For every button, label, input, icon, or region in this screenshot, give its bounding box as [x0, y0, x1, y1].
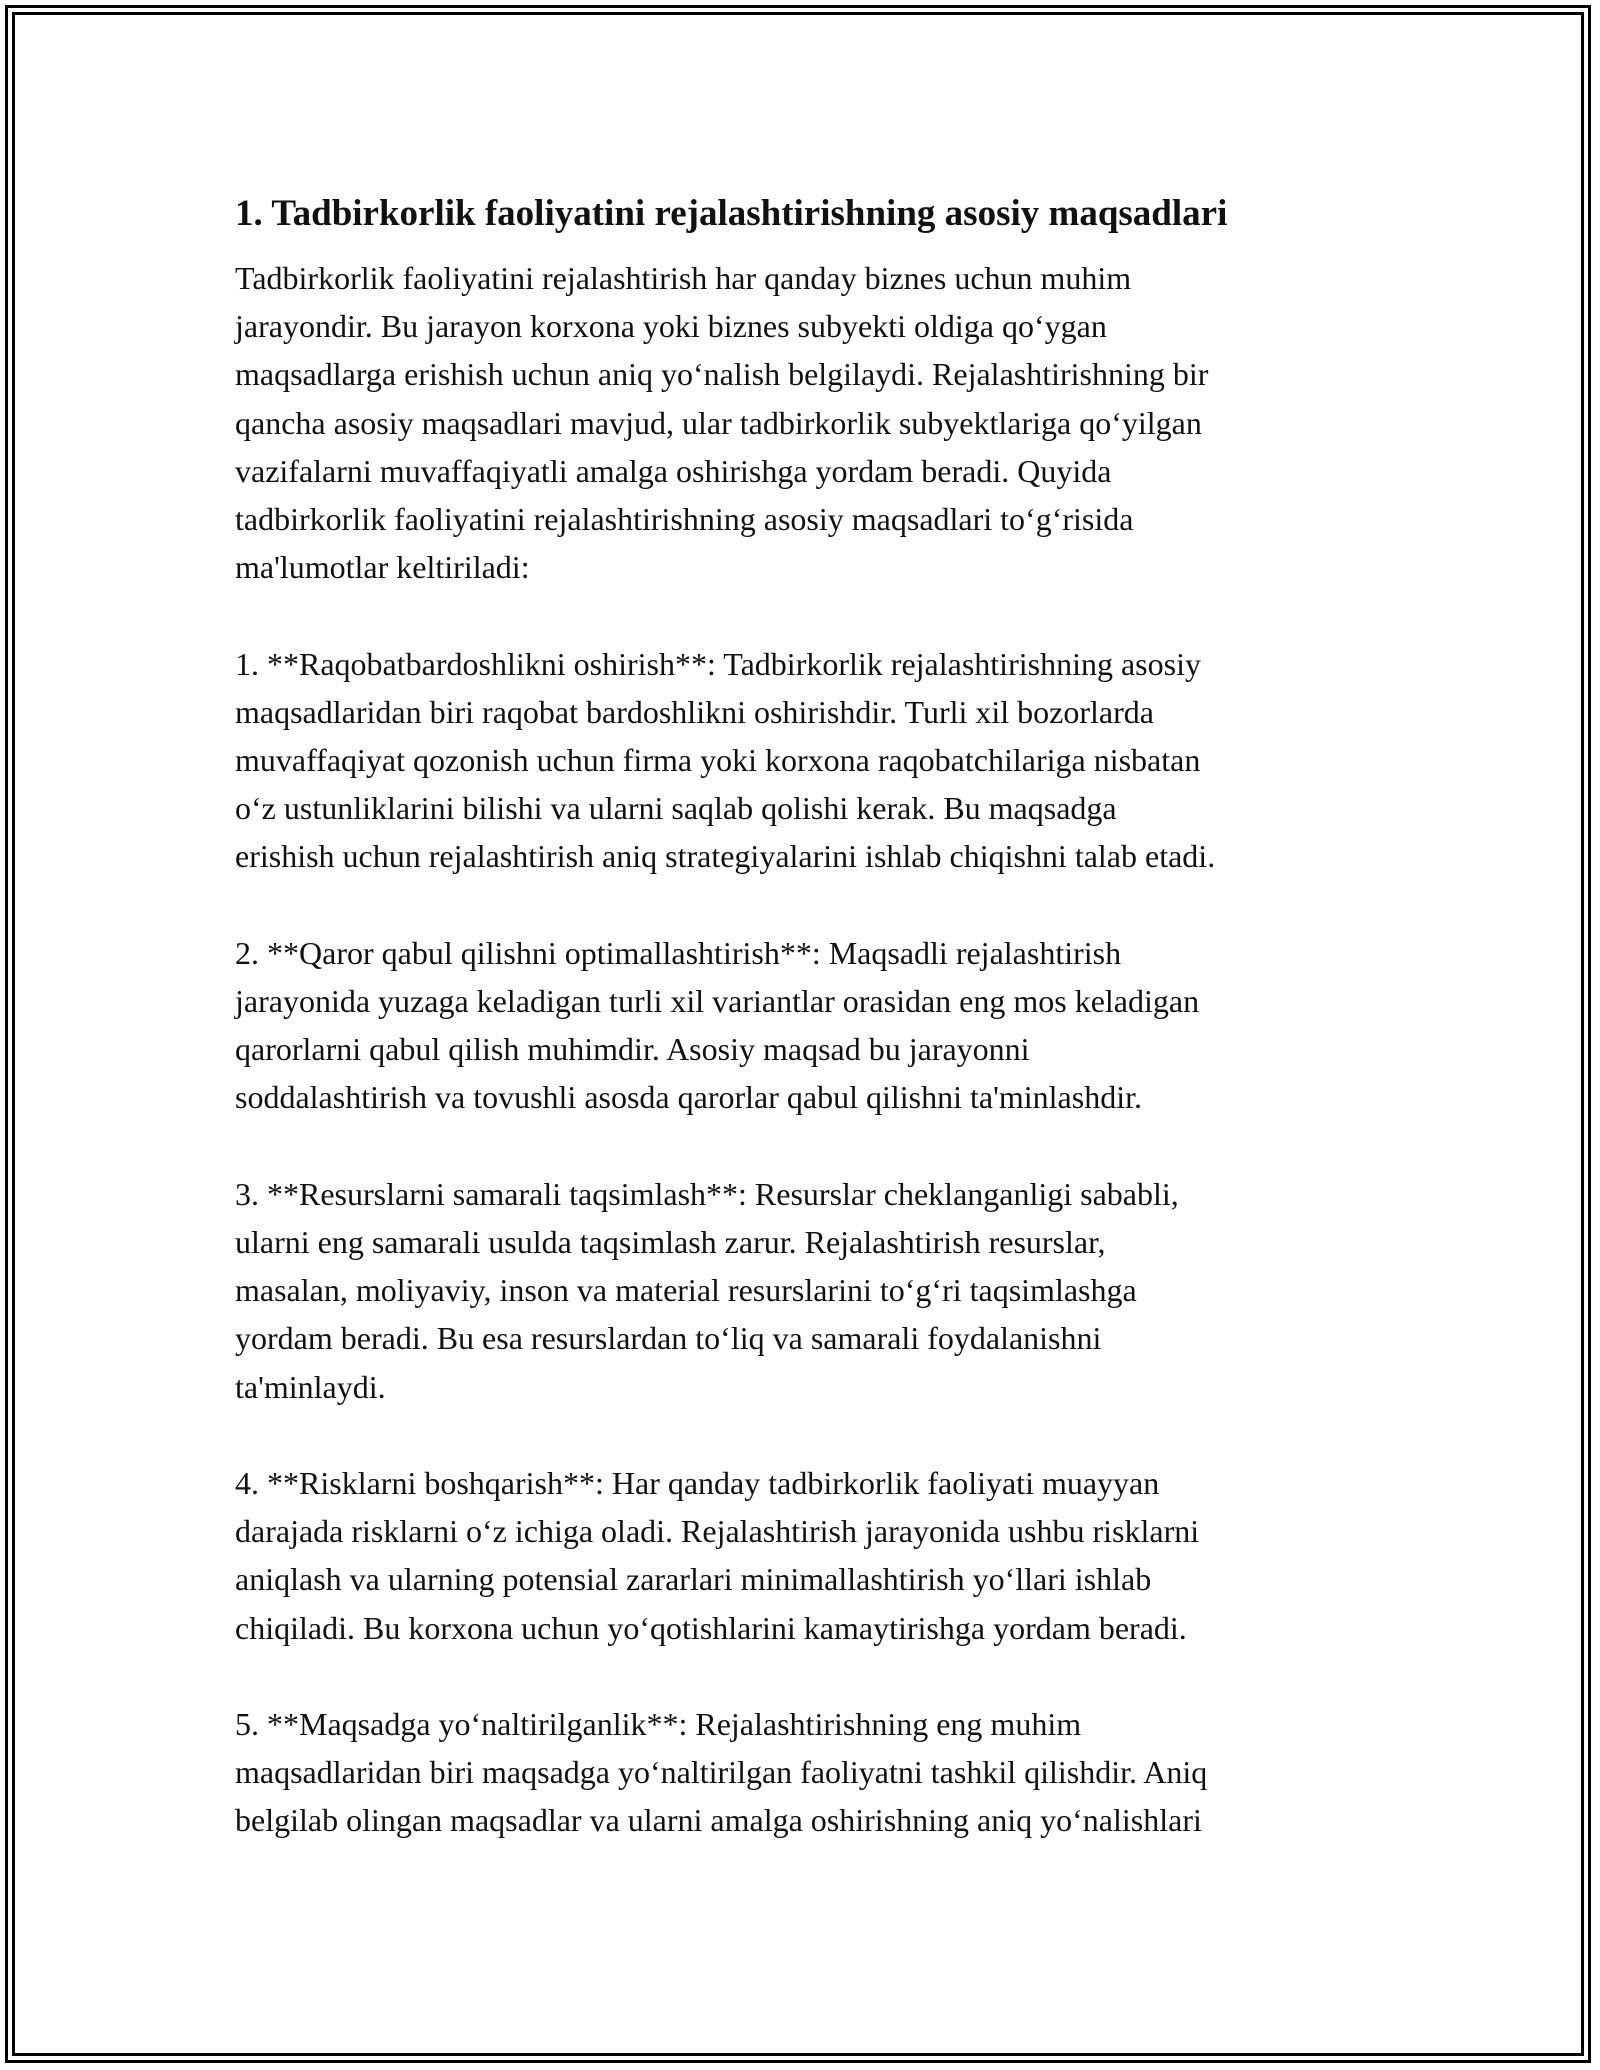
- text-line: qancha asosiy maqsadlari mavjud, ular tadbirkorlik subyektlariga qo‘yilgan: [235, 404, 1202, 441]
- text-line: maqsadlaridan biri maqsadga yo‘naltirilgan faoliyatni tashkil qilishdir. Aniq: [235, 1754, 1208, 1791]
- text-line: yordam beradi. Bu esa resurslardan to‘liq va samarali foydalanishni: [235, 1320, 1102, 1357]
- text-line: erishish uchun rejalashtirish aniq strategiyalarini ishlab chiqishni talab etadi.: [235, 838, 1216, 875]
- list-item-paragraph: [235, 1700, 1375, 1845]
- text-line: maqsadlaridan biri raqobat bardoshlikni oshirishdir. Turli xil bozorlarda: [235, 693, 1154, 730]
- text-line: masalan, moliyaviy, inson va material resurslarini to‘g‘ri taqsimlashga: [235, 1272, 1137, 1309]
- text-line: muvaffaqiyat qozonish uchun firma yoki korxona raqobatchilariga nisbatan: [235, 742, 1201, 779]
- text-line: vazifalarni muvaffaqiyatli amalga oshirishga yordam beradi. Quyida: [235, 452, 1112, 489]
- list-item-paragraph: [235, 640, 1375, 881]
- text-line: 4. **Risklarni boshqarish**: Har qanday tadbirkorlik faoliyati muayyan: [235, 1465, 1160, 1502]
- text-line: jarayonida yuzaga keladigan turli xil variantlar orasidan eng mos keladigan: [235, 983, 1200, 1020]
- list-item-paragraph: [235, 1170, 1375, 1411]
- text-line: 5. **Maqsadga yo‘naltirilganlik**: Rejalashtirishning eng muhim: [235, 1706, 1082, 1743]
- text-line: maqsadlarga erishish uchun aniq yo‘nalish belgilaydi. Rejalashtirishning bir: [235, 356, 1209, 393]
- text-line: ularni eng samarali usulda taqsimlash zarur. Rejalashtirish resurslar,: [235, 1224, 1106, 1261]
- text-line: belgilab olingan maqsadlar va ularni amalga oshirishning aniq yo‘nalishlari: [235, 1802, 1202, 1839]
- list-item-paragraph: [235, 929, 1375, 1122]
- text-line: ma'lumotlar keltiriladi:: [235, 549, 530, 586]
- text-line: darajada risklarni o‘z ichiga oladi. Rejalashtirish jarayonida ushbu risklarni: [235, 1513, 1200, 1550]
- text-line: 2. **Qaror qabul qilishni optimallashtirish**: Maqsadli rejalashtirish: [235, 934, 1122, 971]
- text-line: Tadbirkorlik faoliyatini rejalashtirish har qanday biznes uchun muhim: [235, 260, 1132, 296]
- text-line: o‘z ustunliklarini bilishi va ularni saqlab qolishi kerak. Bu maqsadga: [235, 790, 1117, 827]
- text-line: soddalashtirish va tovushli asosda qarorlar qabul qilishni ta'minlashdir.: [235, 1079, 1142, 1116]
- text-line: chiqiladi. Bu korxona uchun yo‘qotishlarini kamaytirishga yordam beradi.: [235, 1609, 1187, 1646]
- text-line: tadbirkorlik faoliyatini rejalashtirishning asosiy maqsadlari to‘g‘risida: [235, 501, 1134, 538]
- text-line: ta'minlaydi.: [235, 1368, 386, 1405]
- text-line: jarayondir. Bu jarayon korxona yoki biznes subyekti oldiga qo‘ygan: [235, 308, 1107, 345]
- intro-paragraph: [235, 254, 1375, 591]
- list-item-paragraph: [235, 1459, 1375, 1652]
- text-line: 1. **Raqobatbardoshlikni oshirish**: Tadbirkorlik rejalashtirishning asosiy: [235, 645, 1201, 682]
- text-line: aniqlash va ularning potensial zararlari minimallashtirish yo‘llari ishlab: [235, 1561, 1152, 1598]
- section-heading: 1. Tadbirkorlik faoliyatini rejalashtirishning asosiy maqsadlari: [235, 193, 1228, 234]
- text-line: qarorlarni qabul qilish muhimdir. Asosiy maqsad bu jarayonni: [235, 1031, 1030, 1068]
- document-body: [235, 190, 1375, 1893]
- text-line: 3. **Resurslarni samarali taqsimlash**: Resurslar cheklanganligi sababli,: [235, 1175, 1179, 1212]
